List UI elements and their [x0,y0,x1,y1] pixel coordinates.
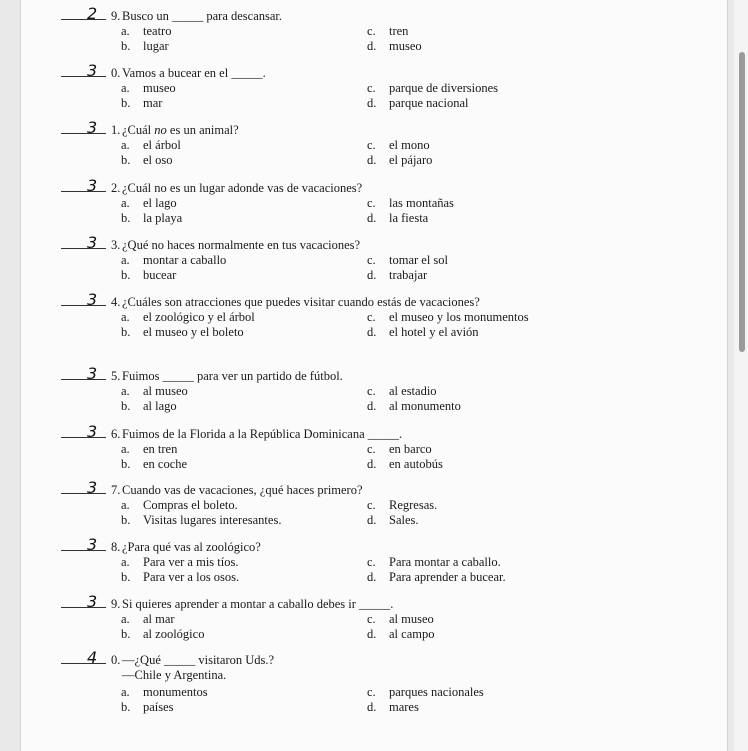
question-number: 2. [111,181,121,195]
option-d-text: el hotel y el avión [389,325,479,339]
option-a-text: el árbol [143,138,181,152]
question-header [21,422,721,443]
handwritten-digit: 3 [87,61,97,80]
question-text: ¿Cuáles son atracciones que puedes visitar cuando estás de vacaciones? [122,295,480,309]
handwritten-digit: 4 [87,648,97,667]
question-number: 3. [111,238,121,252]
option-a: a. museo [121,81,176,95]
option-c: c. las montañas [367,196,454,210]
option-c-text: Regresas. [389,498,438,512]
worksheet-page [20,0,728,751]
option-b: b. en coche [121,457,188,471]
option-a: a. teatro [121,24,172,38]
question-header [21,592,721,613]
question-header [21,176,721,197]
option-d-text: museo [389,39,422,53]
option-a-text: al museo [143,384,188,398]
answer-blank [61,191,106,192]
option-d: d. trabajar [367,268,428,282]
option-c: c. tomar el sol [367,253,449,267]
answer-blank [61,663,106,664]
question-text: —¿Qué _____ visitaron Uds.? [122,653,275,667]
question-number: 0. [111,66,121,80]
option-d: d. la fiesta [367,211,429,225]
question-text: Cuando vas de vacaciones, ¿qué haces primero? [122,483,363,497]
option-d-text: mares [389,700,419,714]
option-a: a. al mar [121,612,175,626]
question-number: 5. [111,369,121,383]
option-c: c. Regresas. [367,498,438,512]
option-b-text: Visitas lugares interesantes. [143,513,282,527]
option-d: d. Sales. [367,513,419,527]
handwritten-digit: 3 [87,478,97,497]
option-a-text: en tren [143,442,178,456]
option-d-text: al campo [389,627,435,641]
question-header [21,233,721,254]
handwritten-digit: 3 [87,592,97,611]
option-b-text: el museo y el boleto [143,325,244,339]
handwritten-digit: 3 [87,118,97,137]
question-header [21,4,721,25]
handwritten-digit: 3 [87,422,97,441]
option-a: a. el zoológico y el árbol [121,310,255,324]
option-d-text: al monumento [389,399,461,413]
option-d-text: parque nacional [389,96,469,110]
option-b-text: lugar [143,39,169,53]
option-a: a. el lago [121,196,177,210]
option-c: c. parques nacionales [367,685,484,699]
option-d: d. al monumento [367,399,461,413]
option-c-text: el museo y los monumentos [389,310,529,324]
question-text: Busco un _____ para descansar. [122,9,283,23]
option-c: c. el museo y los monumentos [367,310,529,324]
question-number: 4. [111,295,121,309]
option-b: b. al lago [121,399,177,413]
option-b-text: bucear [143,268,177,282]
option-b: b. Visitas lugares interesantes. [121,513,282,527]
option-d-text: trabajar [389,268,428,282]
option-d-text: en autobús [389,457,443,471]
answer-blank [61,133,106,134]
option-a-text: Compras el boleto. [143,498,238,512]
option-a-text: Para ver a mis tíos. [143,555,239,569]
option-d: d. el pájaro [367,153,433,167]
option-c-text: el mono [389,138,430,152]
option-a-text: montar a caballo [143,253,227,267]
answer-blank [61,493,106,494]
option-b-text: el oso [143,153,173,167]
question-header [21,648,721,682]
question-number: 0. [111,653,121,667]
question-text: ¿Qué no haces normalmente en tus vacaciones? [122,238,361,252]
option-d: d. mares [367,700,419,714]
option-d-text: Sales. [389,513,419,527]
emphasis-word: no [154,123,167,137]
option-d: d. el hotel y el avión [367,325,479,339]
question-number: 8. [111,540,121,554]
scrollbar-thumb[interactable] [739,52,745,352]
option-a: a. en tren [121,442,178,456]
option-d: d. en autobús [367,457,443,471]
question-text: ¿Para qué vas al zoológico? [122,540,261,554]
option-b-text: al zoológico [143,627,205,641]
question-header [21,535,721,556]
question-text: Vamos a bucear en el _____. [122,66,266,80]
question-number: 6. [111,427,121,441]
option-c-text: parque de diversiones [389,81,498,95]
option-b: b. mar [121,96,163,110]
vertical-scrollbar[interactable] [734,0,748,751]
answer-blank [61,607,106,608]
option-a: a. el árbol [121,138,181,152]
option-c: c. el mono [367,138,430,152]
handwritten-digit: 3 [87,233,97,252]
answer-blank [61,437,106,438]
option-b: b. Para ver a los osos. [121,570,240,584]
handwritten-digit: 3 [87,290,97,309]
option-d-text: Para aprender a bucear. [389,570,506,584]
option-c-text: las montañas [389,196,454,210]
answer-blank [61,19,106,20]
handwritten-digit: 3 [87,535,97,554]
option-b: b. lugar [121,39,169,53]
option-a: a. montar a caballo [121,253,227,267]
option-a-text: museo [143,81,176,95]
option-b-text: la playa [143,211,183,225]
question-text: ¿Cuál no es un animal? [122,123,239,137]
option-c-text: al estadio [389,384,437,398]
question-header [21,290,721,311]
question-text: Fuimos _____ para ver un partido de fútbol. [122,369,343,383]
option-a: a. Para ver a mis tíos. [121,555,239,569]
option-a: a. al museo [121,384,188,398]
option-a-text: el lago [143,196,177,210]
option-a-text: monumentos [143,685,208,699]
option-b: b. la playa [121,211,183,225]
question-number: 9. [111,597,121,611]
question-text-line2: —Chile y Argentina. [122,668,227,682]
option-b: b. al zoológico [121,627,205,641]
option-b: b. el museo y el boleto [121,325,244,339]
option-c-text: al museo [389,612,434,626]
option-b-text: en coche [143,457,188,471]
option-c: c. en barco [367,442,432,456]
option-c: c. parque de diversiones [367,81,498,95]
option-b-text: Para ver a los osos. [143,570,240,584]
answer-blank [61,305,106,306]
option-a-text: al mar [143,612,175,626]
option-b: b. el oso [121,153,173,167]
answer-blank [61,76,106,77]
handwritten-digit: 3 [87,176,97,195]
question-text: Fuimos de la Florida a la República Dominicana _____. [122,427,403,441]
answer-blank [61,248,106,249]
option-c: c. al museo [367,612,434,626]
option-b-text: países [143,700,174,714]
question-number: 1. [111,123,121,137]
option-a-text: teatro [143,24,172,38]
handwritten-digit: 2 [87,4,97,23]
question-header [21,364,721,385]
question-number: 9. [111,9,121,23]
option-d-text: la fiesta [389,211,429,225]
option-c-text: en barco [389,442,432,456]
question-header [21,118,721,139]
option-c: c. al estadio [367,384,437,398]
option-b-text: al lago [143,399,177,413]
question-header [21,478,721,499]
option-c: c. Para montar a caballo. [367,555,501,569]
option-c-text: Para montar a caballo. [389,555,501,569]
option-d: d. museo [367,39,422,53]
question-text: Si quieres aprender a montar a caballo debes ir _____. [122,597,394,611]
question-number: 7. [111,483,121,497]
option-a: a. monumentos [121,685,208,699]
option-b: b. países [121,700,174,714]
option-b-text: mar [143,96,163,110]
option-a-text: el zoológico y el árbol [143,310,255,324]
question-text: ¿Cuál no es un lugar adonde vas de vacaciones? [122,181,363,195]
option-c-text: tomar el sol [389,253,449,267]
option-d-text: el pájaro [389,153,433,167]
option-d: d. parque nacional [367,96,469,110]
option-d: d. Para aprender a bucear. [367,570,506,584]
option-c-text: parques nacionales [389,685,484,699]
handwritten-digit: 3 [87,364,97,383]
question-header [21,61,721,82]
option-a: a. Compras el boleto. [121,498,238,512]
option-c: c. tren [367,24,409,38]
answer-blank [61,550,106,551]
option-b: b. bucear [121,268,177,282]
answer-blank [61,379,106,380]
option-d: d. al campo [367,627,435,641]
option-c-text: tren [389,24,409,38]
